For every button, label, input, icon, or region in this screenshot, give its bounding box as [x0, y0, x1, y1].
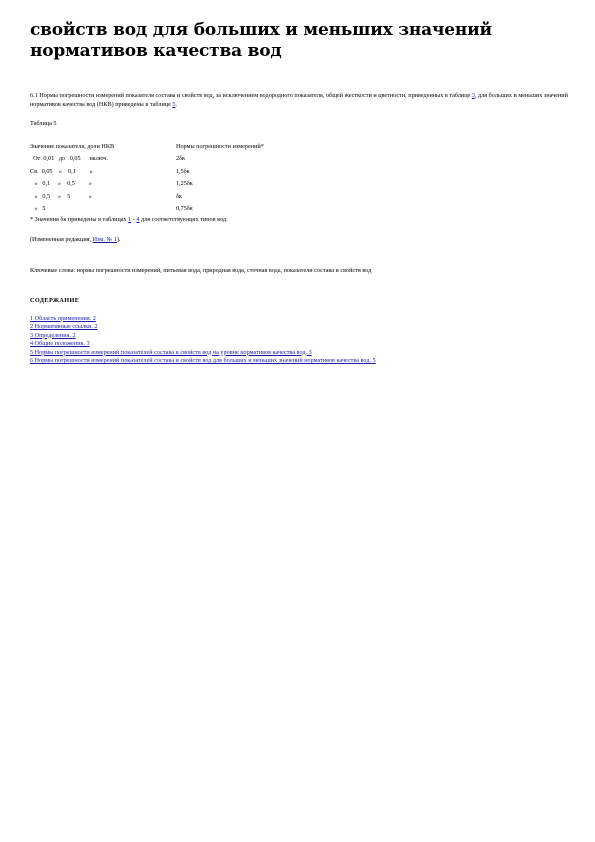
- footnote-text: * Значения δк приведены в таблицах: [30, 215, 129, 223]
- table-row: [30, 153, 376, 166]
- table-cell-norm: 1,5δк: [176, 167, 190, 175]
- footnote-dash: -: [131, 215, 137, 223]
- table-cell-range: От 0,01 до 0,05 включ.: [30, 155, 108, 162]
- table-row: [30, 203, 376, 216]
- paragraph-text: 6.1 Нормы погрешности измерений показателя состава и свойств вод, за исключением водородного показателя, общей жесткости и цветности, приведенных в таблице: [30, 92, 472, 99]
- toc-item[interactable]: 4 Общие положения. 3: [30, 340, 90, 347]
- table-cell-norm: 2δк: [176, 155, 186, 162]
- table-cell-norm: 1,25δк: [176, 180, 193, 187]
- table-caption: Таблица 5: [30, 120, 57, 127]
- table-header-row: [30, 141, 376, 154]
- toc-item[interactable]: 1 Область применения. 2: [30, 314, 96, 322]
- table-cell-range: » 0,1 » 0,5 »: [30, 180, 92, 187]
- toc-item[interactable]: 3 Определения. 2: [30, 331, 76, 339]
- table-1-link[interactable]: 1: [128, 215, 132, 223]
- edit-note-text: (Измененная редакция,: [30, 236, 93, 243]
- keywords: Ключевые слова: нормы погрешности измерений, питьевая вода, природная вода, сточная вода, показатели состава и свойств вод: [30, 266, 372, 274]
- table-cell-range: Св. 0,05 » 0,1 »: [30, 167, 93, 175]
- toc-item[interactable]: 2 Нормативные ссылки. 2: [30, 323, 98, 330]
- edit-note-text: ).: [116, 236, 121, 243]
- toc-item[interactable]: 5 Нормы погрешности измерений показателей состава и свойств вод на уровне нормативов качества вод. 3: [30, 348, 312, 356]
- paragraph-text: .: [175, 100, 178, 108]
- table-cell-range: » 5: [30, 205, 46, 212]
- table-cell-norm: δк: [176, 192, 182, 200]
- table-cell-range: » 0,5 » 5 »: [30, 192, 92, 200]
- table-4-link[interactable]: 4: [136, 215, 140, 223]
- table-row: [30, 191, 376, 204]
- table-footnote: [30, 216, 570, 225]
- document-page: [30, 20, 570, 366]
- toc-item[interactable]: 6 Нормы погрешности измерений показателей состава и свойств вод для больших и меньших значений нормативов качества вод. 5: [30, 357, 376, 364]
- table-header-cell: Нормы погрешности измерений*: [176, 142, 264, 150]
- section-paragraph: [30, 92, 570, 109]
- table-of-contents: [30, 315, 570, 366]
- table-row: [30, 178, 376, 191]
- edit-note: [30, 236, 570, 245]
- table-row: [30, 166, 376, 179]
- table-3-link[interactable]: 3: [471, 92, 475, 99]
- amendment-link[interactable]: Изм. № 1: [92, 236, 117, 243]
- table-cell-norm: 0,75δк: [176, 205, 193, 212]
- paragraph-text: , для больших и меньших значений нормативов качества вод (НКВ) приведены в таблице: [30, 92, 568, 108]
- toc-title: СОДЕРЖАНИЕ: [30, 297, 80, 304]
- table-header-cell: Значение показателя, доли НКВ: [30, 142, 115, 150]
- table-5-link[interactable]: 5: [172, 100, 176, 108]
- norms-table: [30, 141, 376, 216]
- page-heading: свойств вод для больших и меньших значений нормативов качества вод: [30, 20, 492, 61]
- footnote-text: для соответствующих типов вод.: [139, 215, 228, 223]
